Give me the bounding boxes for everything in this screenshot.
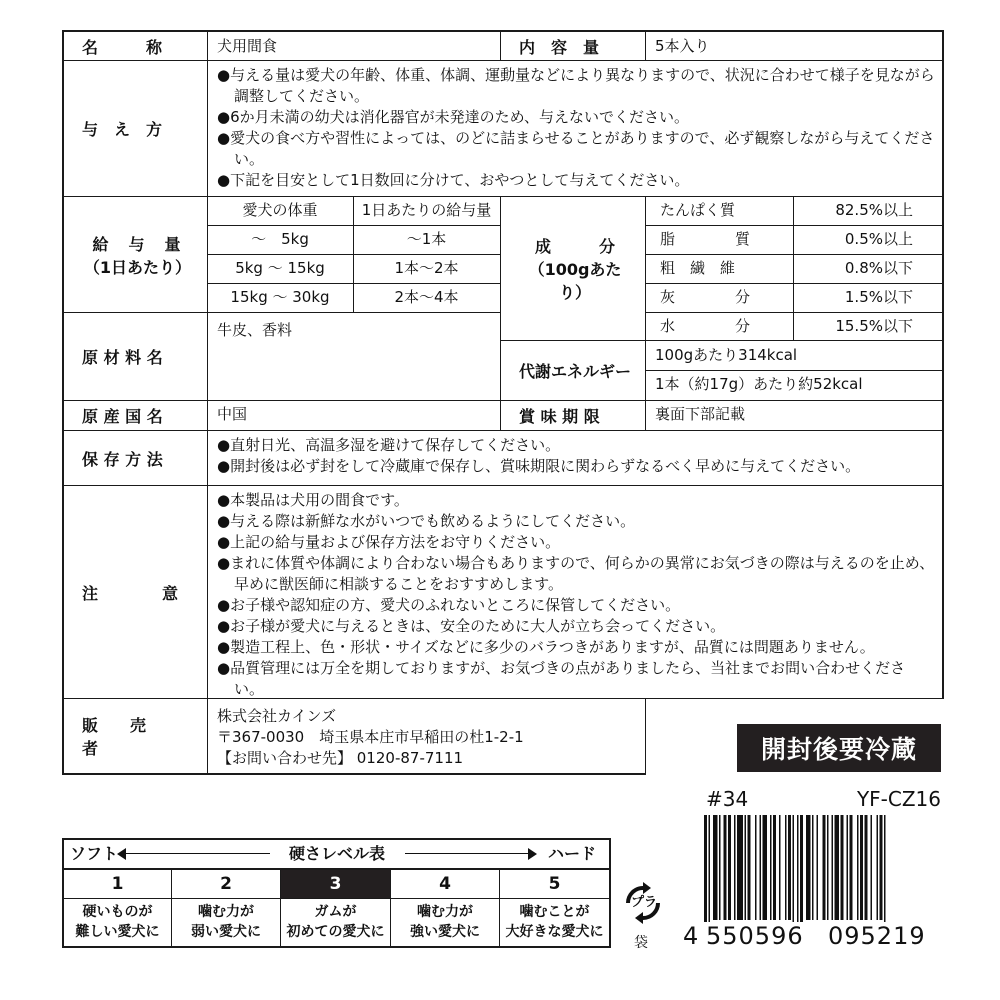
storage-label: 保 存 方 法 — [82, 449, 163, 469]
barcode-bar — [865, 815, 868, 920]
barcode-bar — [860, 815, 863, 920]
hardness-desc-line: 初めての愛犬に — [286, 924, 385, 940]
barcode-bar — [773, 815, 776, 920]
energy-per-100g: 100gあたり314kcal — [655, 346, 798, 364]
barcode-bar — [779, 815, 781, 920]
barcode-bar — [880, 815, 883, 920]
barcode-first-digit: 4 — [683, 922, 699, 950]
feeding-item: ●6か月未満の幼犬は消化器官が未発達のため、与えないでください。 — [217, 108, 690, 126]
composition-value: 0.8%以下 — [844, 259, 913, 277]
barcode-bar — [770, 815, 772, 920]
barcode-bar — [835, 815, 840, 920]
hardness-level-4: 4 — [439, 874, 451, 894]
composition-name: 脂 質 — [660, 230, 751, 248]
composition-value: 1.5%以下 — [844, 288, 913, 306]
composition-name: 水 分 — [660, 317, 751, 335]
caution-item: ●お子様や認知症の方、愛犬のふれないところに保管してください。 — [217, 596, 681, 614]
hardness-title: 硬さレベル表 — [288, 844, 385, 863]
refrigerate-badge: 開封後要冷蔵 — [737, 724, 941, 772]
feeding-label: 与 え 方 — [82, 120, 163, 139]
storage-instructions — [217, 435, 935, 477]
barcode-bar — [884, 815, 886, 933]
caution-item: ●お子様が愛犬に与えるときは、安全のために大人が立ち会ってください。 — [217, 617, 726, 635]
arrow-left-head-icon — [117, 848, 126, 860]
hardness-desc-line: 噛む力が — [198, 904, 254, 920]
composition-name: たんぱく質 — [660, 201, 736, 219]
barcode-bar — [857, 815, 859, 920]
amount-row-quantity: 2本〜4本 — [394, 288, 459, 306]
content-value: 5本入り — [655, 37, 710, 55]
name-value: 犬用間食 — [217, 37, 278, 55]
composition-name: 灰 分 — [660, 288, 751, 306]
barcode-right-digits: 095219 — [825, 922, 929, 950]
amount-header-weight: 愛犬の体重 — [242, 201, 318, 219]
barcode-bar — [719, 815, 721, 920]
caution-label: 注 意 — [82, 583, 179, 603]
ingredients-value: 牛皮、香料 — [217, 321, 293, 339]
barcode-bar — [827, 815, 829, 920]
barcode-bar — [832, 815, 834, 920]
hardness-level-description — [172, 902, 280, 942]
origin-label: 原 産 国 名 — [82, 407, 163, 426]
arrow-left-icon — [120, 853, 270, 854]
barcode-bar — [850, 815, 853, 920]
caution-item: ●品質管理には万全を期しておりますが、お気づきの点がありましたら、当社までお問い合わせください。 — [217, 659, 906, 698]
barcode-bar — [709, 815, 711, 933]
barcode-bar — [724, 815, 727, 920]
composition-value: 0.5%以上 — [844, 230, 913, 248]
composition-value: 82.5%以上 — [835, 201, 913, 219]
barcode-bar — [713, 815, 718, 920]
hardness-level-description — [391, 902, 499, 942]
caution-item: ●製造工程上、色・形状・サイズなどに多少のバラつきがありますが、品質には問題ありません。 — [217, 638, 875, 656]
barcode-bar — [763, 815, 768, 920]
caution-item: ●上記の給与量および保存方法をお守りください。 — [217, 533, 561, 551]
barcode-bar — [755, 815, 757, 920]
feeding-item: ●与える量は愛犬の年齢、体重、体調、運動量などにより異なりますので、状況に合わせて様子を見ながら調整してください。 — [217, 66, 935, 105]
arrow-right-icon — [405, 853, 530, 854]
seller-company: 株式会社カインズ — [217, 707, 337, 725]
storage-item: ●直射日光、高温多湿を避けて保存してください。 — [217, 436, 561, 454]
code-number: #34 — [706, 787, 749, 811]
amount-row-quantity: 〜1本 — [406, 230, 447, 248]
seller-label: 販 売 者 — [82, 716, 179, 758]
barcode-bar — [797, 815, 799, 933]
hardness-table — [62, 838, 611, 948]
barcode-bar — [823, 815, 826, 920]
hardness-desc-line: 噛む力が — [417, 904, 473, 920]
hardness-desc-line: 大好きな愛犬に — [505, 924, 604, 940]
feeding-item: ●愛犬の食べ方や習性によっては、のどに詰まらせることがありますので、必ず観察しながら与えてください。 — [217, 129, 935, 168]
energy-per-stick: 1本（約17g）あたり約52kcal — [655, 375, 863, 393]
barcode-bar — [847, 815, 849, 920]
composition-label: 成 分 （100gあたり） — [528, 237, 622, 302]
barcode-bar — [812, 815, 814, 920]
barcode-bar — [793, 815, 795, 933]
barcode-bar — [877, 815, 879, 920]
barcode-bar — [841, 815, 844, 920]
barcode-bar — [785, 815, 787, 920]
storage-item: ●開封後は必ず封をして冷蔵庫で保存し、賞味期限に関わらずなるべく早めに与えてください。 — [217, 457, 861, 475]
barcode-bar — [737, 815, 743, 920]
barcode — [700, 815, 945, 935]
hardness-hard-label: ハード — [548, 844, 597, 863]
recycle-mark-icon — [620, 880, 666, 926]
barcode-bar — [806, 815, 811, 920]
seller-address: 〒367-0030 埼玉県本庄市早稲田の杜1-2-1 — [217, 728, 524, 746]
hardness-desc-line: 強い愛犬に — [410, 924, 480, 940]
hardness-desc-line: ガムが — [314, 904, 357, 920]
composition-name: 粗 繊 維 — [660, 259, 736, 277]
energy-label: 代謝エネルギー — [519, 362, 632, 381]
barcode-bar — [704, 815, 707, 933]
amount-row-quantity: 1本〜2本 — [394, 259, 459, 277]
barcode-bar — [748, 815, 751, 920]
caution-item: ●本製品は犬用の間食です。 — [217, 491, 409, 509]
ingredients-label: 原 材 料 名 — [82, 348, 163, 367]
recycle-material: 袋 — [634, 935, 648, 951]
hardness-level-5: 5 — [548, 874, 561, 894]
expiry-label: 賞 味 期 限 — [519, 407, 600, 426]
barcode-bar — [728, 815, 731, 920]
amount-row-weight: 5kg 〜 15kg — [235, 259, 325, 277]
hardness-level-description — [281, 902, 390, 942]
hardness-level-1: 1 — [111, 874, 124, 894]
name-label: 名 称 — [82, 37, 163, 57]
barcode-bar — [734, 815, 736, 920]
content-label: 内 容 量 — [519, 37, 600, 57]
caution-list — [217, 490, 935, 700]
barcode-bar — [760, 815, 762, 920]
barcode-bar — [817, 815, 819, 920]
amount-row-weight: 15kg 〜 30kg — [230, 288, 330, 306]
composition-value: 15.5%以下 — [835, 317, 913, 335]
barcode-bar — [745, 815, 747, 920]
amount-label: 給 与 量 （1日あたり） — [83, 234, 192, 277]
feeding-instructions — [217, 65, 935, 191]
arrow-right-head-icon — [528, 848, 537, 860]
amount-row-weight: 〜 5kg — [251, 230, 309, 248]
barcode-bar — [788, 815, 791, 920]
feeding-item: ●下記を目安として1日数回に分けて、おやつとして与えてください。 — [217, 171, 690, 189]
hardness-level-description — [500, 902, 609, 942]
barcode-left-digits: 550596 — [703, 922, 807, 950]
seller-contact: 【お問い合わせ先】 0120-87-7111 — [217, 749, 464, 767]
hardness-level-description — [64, 902, 171, 942]
caution-item: ●まれに体質や体調により合わない場合もありますので、何らかの異常にお気づきの際は与えるのを止め、早めに獣医師に相談することをおすすめします。 — [217, 554, 935, 593]
hardness-desc-line: 難しい愛犬に — [75, 924, 160, 940]
hardness-desc-line: 硬いものが — [82, 904, 153, 920]
expiry-value: 裏面下部記載 — [655, 405, 746, 423]
amount-header-quantity: 1日あたりの給与量 — [361, 201, 492, 219]
barcode-bar — [800, 815, 803, 933]
product-code: YF-CZ16 — [856, 787, 941, 811]
hardness-soft-label: ソフト — [70, 844, 119, 863]
hardness-desc-line: 噛むことが — [519, 904, 590, 920]
hardness-level-3: 3 — [281, 870, 390, 898]
origin-value: 中国 — [217, 405, 248, 423]
caution-item: ●与える際は新鮮な水がいつでも飲めるようにしてください。 — [217, 512, 636, 530]
recycle-mark-text: プラ — [630, 895, 657, 910]
hardness-desc-line: 弱い愛犬に — [191, 924, 261, 940]
barcode-bar — [871, 815, 873, 920]
hardness-level-2: 2 — [220, 874, 232, 894]
